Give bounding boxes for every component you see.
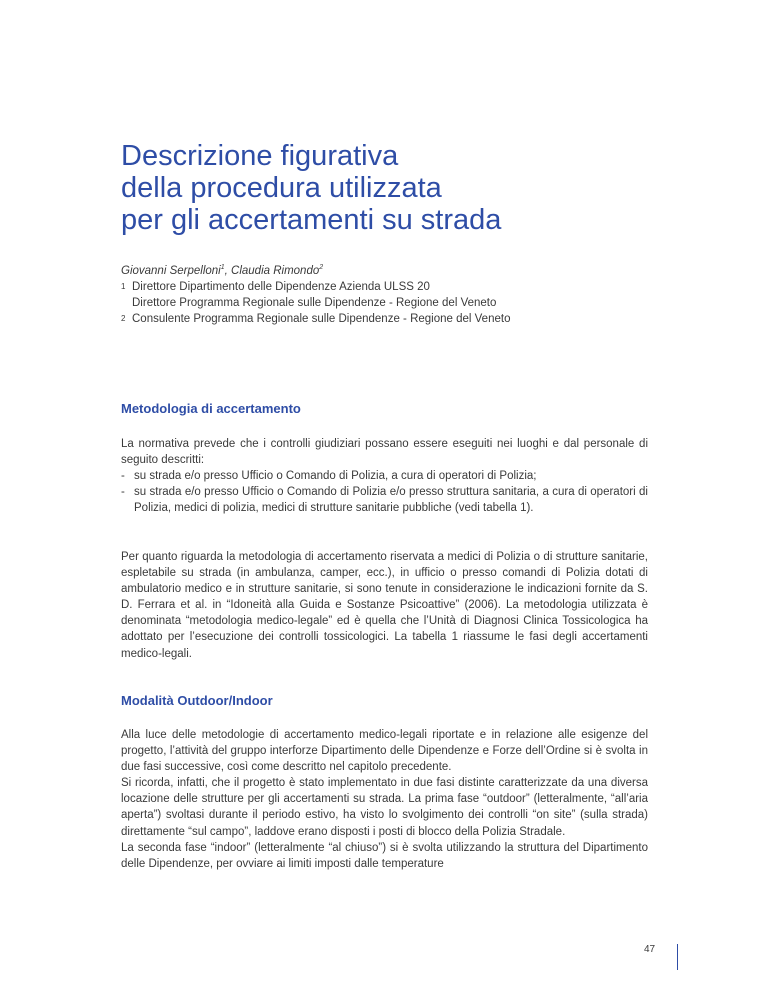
page-number: 47 — [644, 944, 656, 955]
author-names — [121, 263, 681, 279]
page-title — [121, 140, 681, 236]
affiliation-1-number: 1 — [121, 282, 126, 291]
margin-rule — [677, 944, 678, 970]
section-1-paragraph-2 — [121, 549, 648, 662]
section-heading-metodologia: Metodologia di accertamento — [121, 401, 301, 416]
section-2-paragraph-2: Si ricorda, infatti, che il progetto è stato implementato in due fasi distinte caratterizzate da una diversa locazione delle strutture per gli accertamenti su strada. La prima fase “outdoor” (letteralmente, “all’aria aperta”) svoltasi durante il periodo estivo, ha visto lo svolgimento dei controlli “on site” (sulla strada) direttamente “sul campo”, laddove erano disposti i posti di blocco della Polizia Stradale. — [121, 777, 648, 838]
affiliation-2-line-1: Consulente Programma Regionale sulle Dipendenze - Regione del Veneto — [132, 313, 511, 325]
affiliation-2-number: 2 — [121, 314, 126, 323]
section-1-list — [121, 468, 648, 516]
section-1-body — [121, 436, 648, 516]
section-2-body — [121, 727, 648, 872]
authors-block — [121, 263, 681, 327]
affiliation-2 — [121, 311, 681, 327]
section-heading-outdoor-indoor: Modalità Outdoor/Indoor — [121, 693, 273, 708]
title-line-3: per gli accertamenti su strada — [121, 204, 502, 236]
section-2-paragraph-1: Alla luce delle metodologie di accertamento medico-legali riportate e in relazione alle esigenze del progetto, l’attività del gruppo interforze Dipartimento delle Dipendenze e Forze dell’Ordine si è svolta in due fasi successive, così come descritto nel capitolo precedente. — [121, 729, 648, 774]
author-1: Giovanni Serpelloni — [121, 265, 221, 277]
affiliation-1-line-2: Direttore Programma Regionale sulle Dipendenze - Regione del Veneto — [132, 297, 497, 309]
list-item: - su strada e/o presso Ufficio o Comando di Polizia, a cura di operatori di Polizia; — [121, 468, 648, 484]
author-2-sup: 2 — [319, 264, 324, 272]
author-separator: , — [224, 265, 232, 277]
section-1-intro: La normativa prevede che i controlli giudiziari possano essere eseguiti nei luoghi e dal personale di seguito descritti: — [121, 438, 648, 467]
list-item: - su strada e/o presso Ufficio o Comando di Polizia e/o presso struttura sanitaria, a cura di operatori di Polizia, medici di polizia, medici di strutture sanitarie pubbliche (vedi tabella 1). — [121, 484, 648, 516]
title-line-1: Descrizione figurativa — [121, 140, 399, 172]
author-1-sup: 1 — [220, 264, 225, 272]
title-line-2: della procedura utilizzata — [121, 172, 442, 204]
affiliation-1 — [121, 279, 681, 311]
section-1-paragraph-2-text: Per quanto riguarda la metodologia di accertamento riservata a medici di Polizia o di strutture sanitarie, espletabile su strada (in ambulanza, camper, ecc.), in ufficio o presso comandi di Polizia dotati di ambulatorio medico e in strutture sanitarie, si sono tenute in considerazione le indicazioni fornite da S. D. Ferrara et al. in “Idoneità alla Guida e Sostanze Psicoattive” (2006). La metodologia utilizzata è denominata “metodologia medico-legale” ed è quella che l’Unità di Diagnosi Clinica Tossicologica ha adottato per l’esecuzione dei controlli tossicologici. La tabella 1 riassume le fasi degli accertamenti medico-legali. — [121, 551, 648, 660]
affiliation-1-line-1: Direttore Dipartimento delle Dipendenze Azienda ULSS 20 — [132, 281, 430, 293]
author-2: Claudia Rimondo — [231, 265, 320, 277]
section-2-paragraph-3: La seconda fase “indoor” (letteralmente “al chiuso”) si è svolta utilizzando la struttura del Dipartimento delle Dipendenze, per ovviare ai limiti imposti dalle temperature — [121, 841, 648, 870]
